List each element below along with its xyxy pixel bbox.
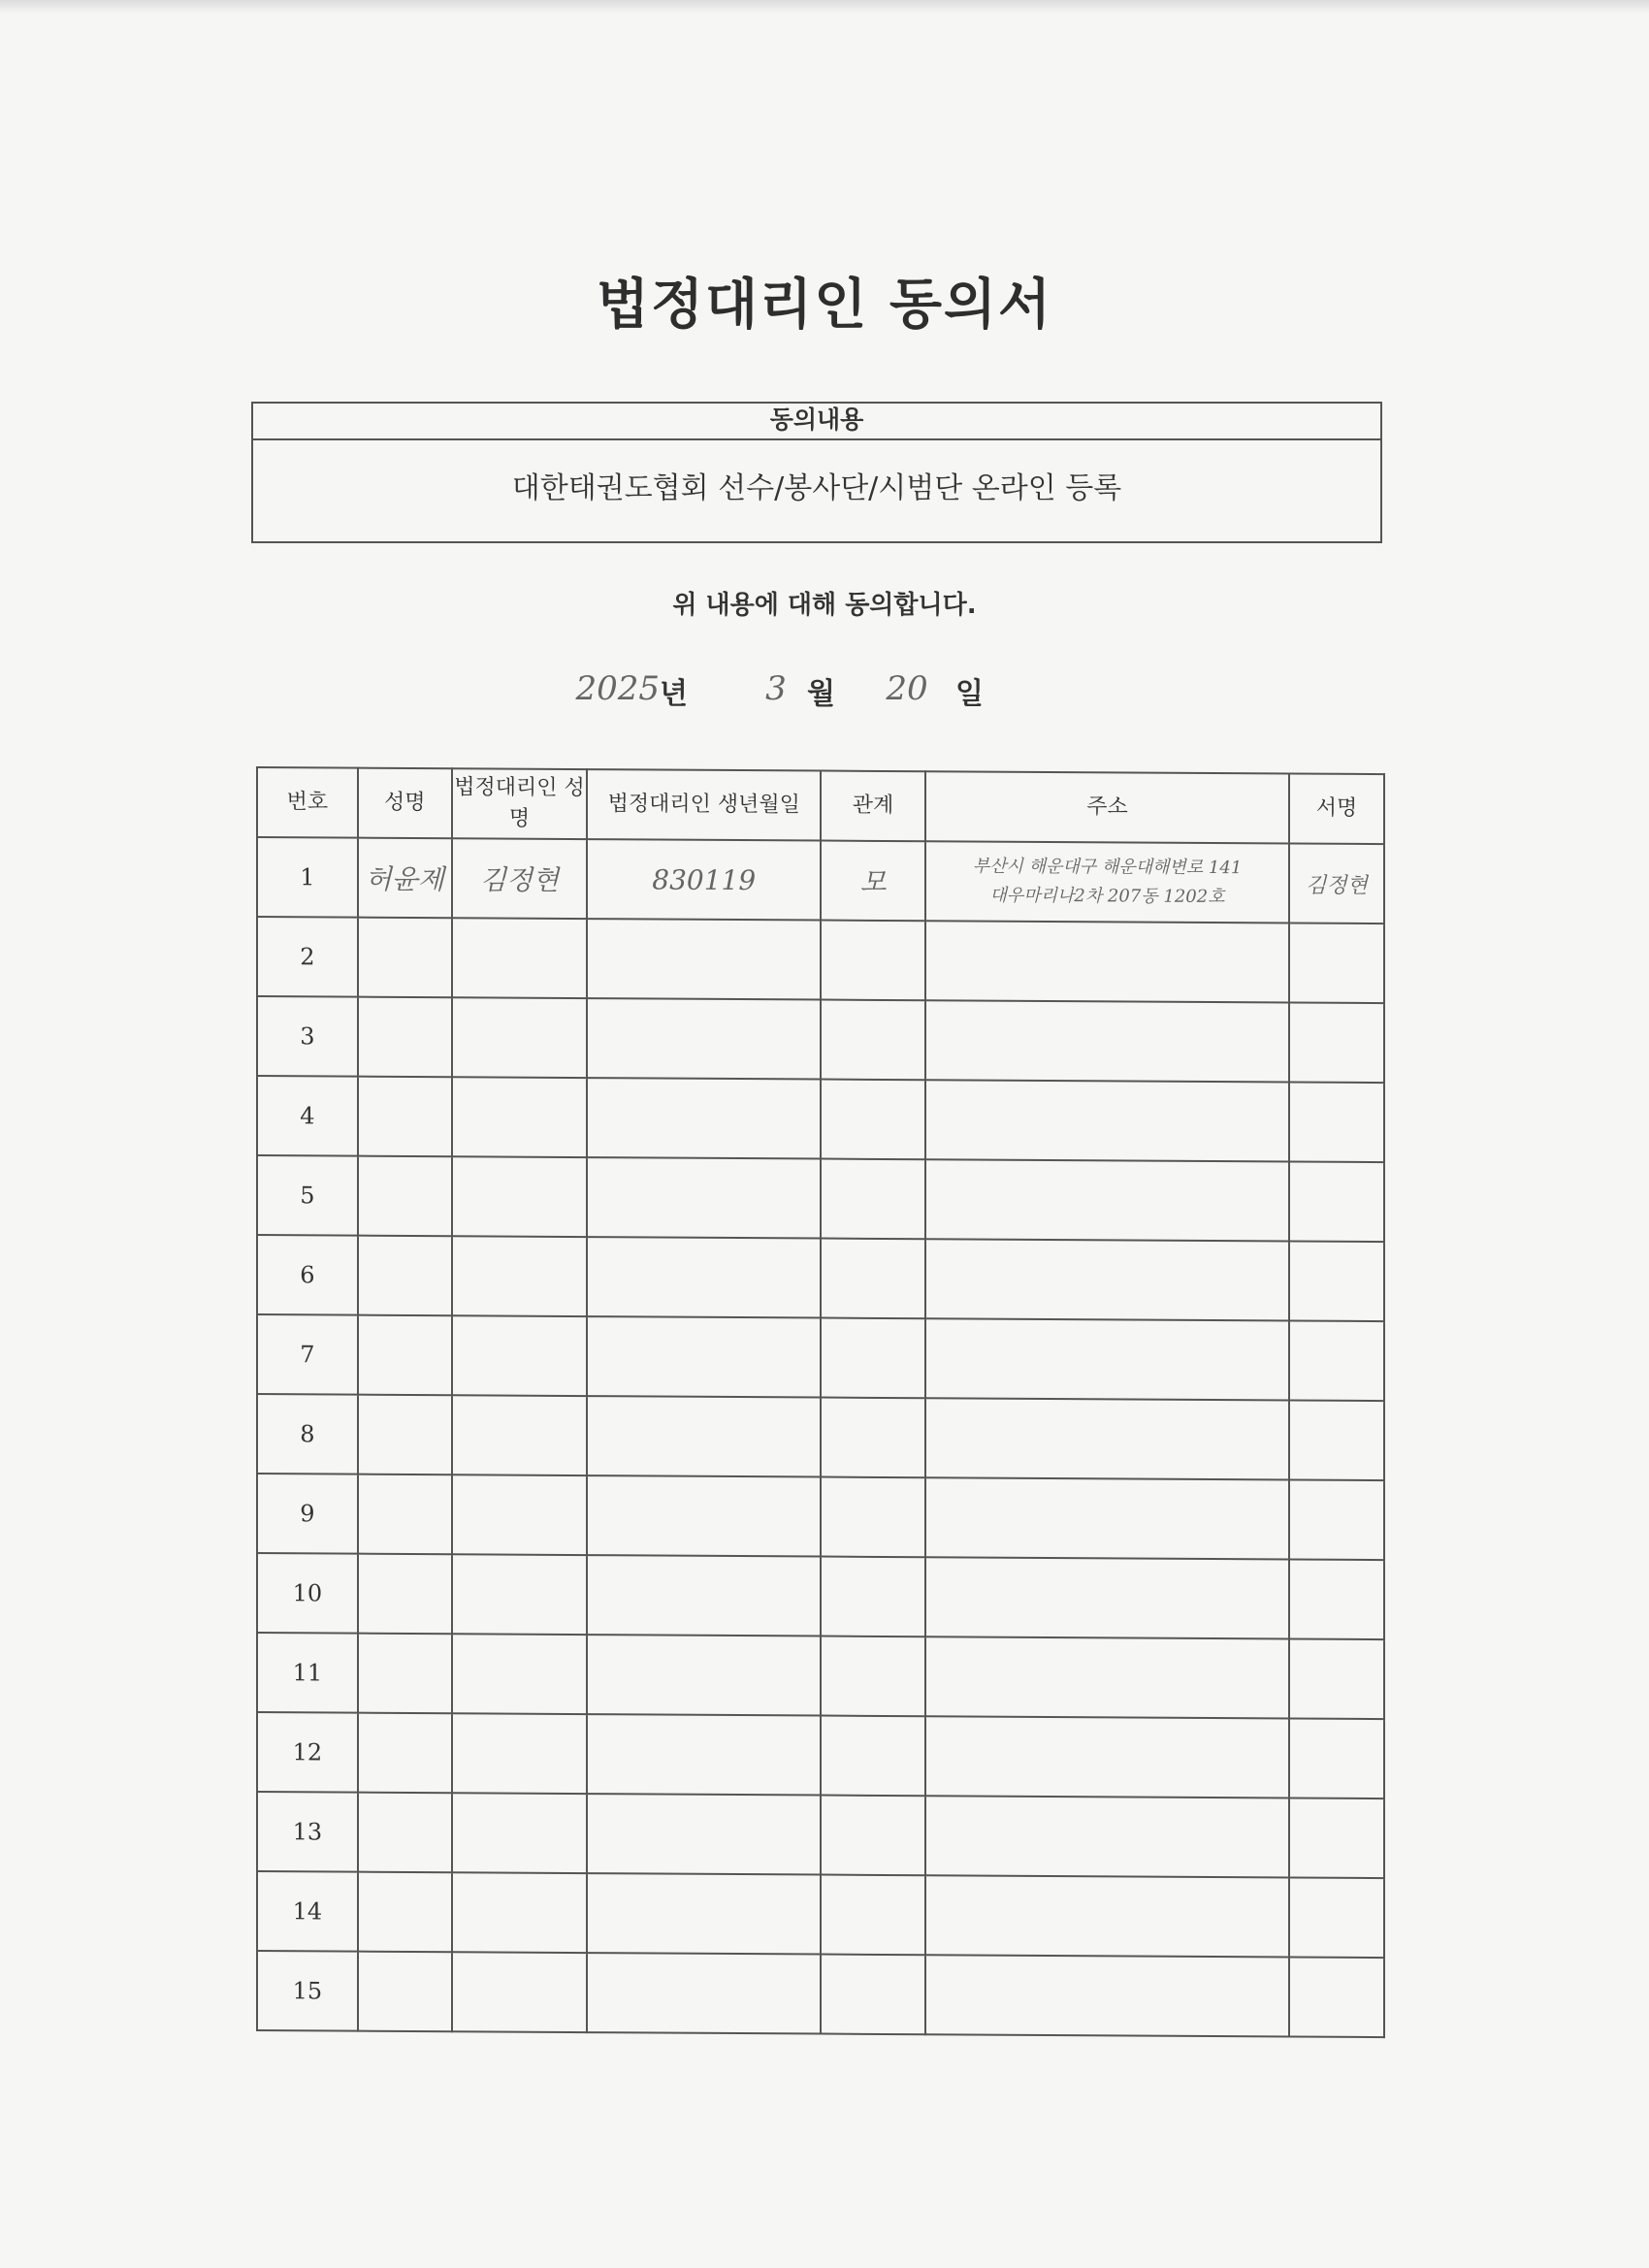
- relation: [821, 1716, 925, 1797]
- guardian-name: 김정현: [452, 838, 588, 919]
- table-header-row: [257, 767, 1384, 844]
- relation: [821, 1557, 925, 1637]
- row-number: 10: [257, 1553, 358, 1634]
- table-row: [257, 1076, 1384, 1162]
- signature: [1289, 1958, 1384, 2038]
- guardian-birth: [587, 1953, 821, 2033]
- date-year: 2025: [575, 669, 660, 708]
- table-row: [257, 996, 1384, 1083]
- student-name: [358, 1952, 452, 2032]
- address: [925, 1080, 1289, 1161]
- guardian-name: [452, 1872, 588, 1953]
- guardian-birth: [587, 998, 821, 1079]
- student-name: [358, 1634, 452, 1714]
- header-number: 번호: [257, 767, 358, 838]
- student-name: [358, 997, 452, 1078]
- row-number: 9: [257, 1474, 358, 1554]
- guardian-birth: [587, 1873, 821, 1954]
- student-name: [358, 1872, 452, 1953]
- guardian-birth: [587, 1794, 821, 1874]
- relation: [821, 1636, 925, 1717]
- guardian-name: [452, 1474, 588, 1555]
- signature: [1289, 1480, 1384, 1561]
- signature: [1289, 1878, 1384, 1959]
- guardian-name: [452, 918, 588, 998]
- guardian-birth: [587, 1078, 821, 1158]
- signature: [1289, 1401, 1384, 1481]
- table-row: [257, 1712, 1384, 1798]
- row-number: 5: [257, 1155, 358, 1236]
- signature: [1289, 1798, 1384, 1879]
- address: [925, 1875, 1289, 1957]
- student-name: [358, 1156, 452, 1237]
- guardian-name: [452, 1554, 588, 1635]
- student-name: [358, 1315, 452, 1396]
- table-row: [257, 1553, 1384, 1639]
- date-month: 3: [765, 669, 787, 708]
- table-row: [257, 1394, 1384, 1480]
- signature: [1289, 1639, 1384, 1720]
- row-number: 1: [257, 837, 358, 918]
- guardian-name: [452, 1315, 588, 1396]
- relation: 모: [821, 841, 925, 922]
- relation: [821, 1875, 925, 1956]
- row-number: 6: [257, 1235, 358, 1315]
- table-row: [257, 1633, 1384, 1719]
- consent-box: [251, 402, 1382, 543]
- signature: [1289, 1083, 1384, 1163]
- address: [925, 1557, 1289, 1638]
- address: [925, 1398, 1289, 1479]
- guardian-birth: 830119: [587, 839, 821, 920]
- table-row: [257, 917, 1384, 1003]
- guardian-name: [452, 1793, 588, 1873]
- signature: [1289, 1003, 1384, 1084]
- guardian-birth: [587, 1714, 821, 1795]
- address-line-2: 대우마리나2차 207동 1202호: [989, 885, 1225, 908]
- header-guardian-birth: 법정대리인 생년월일: [587, 769, 821, 840]
- address-line-1: 부산시 해운대구 해운대해변로 141: [972, 856, 1243, 879]
- header-address: 주소: [925, 771, 1289, 843]
- table-row: [257, 1871, 1384, 1958]
- relation: [821, 1080, 925, 1160]
- student-name: [358, 1713, 452, 1794]
- relation: [821, 1398, 925, 1478]
- relation: [821, 1318, 925, 1399]
- guardian-name: [452, 1077, 588, 1157]
- date-year-label: 년: [660, 677, 688, 711]
- date-day-label: 일: [955, 677, 984, 711]
- address: [925, 1716, 1289, 1798]
- address: [925, 1955, 1289, 2036]
- row-number: 11: [257, 1633, 358, 1713]
- guardian-birth: [587, 919, 821, 999]
- relation: [821, 1000, 925, 1081]
- guardian-birth: [587, 1635, 821, 1715]
- table-row: [257, 837, 1384, 923]
- student-name: [358, 1395, 452, 1475]
- guardian-birth: [587, 1396, 821, 1476]
- address: [925, 1796, 1289, 1877]
- signature: [1289, 1719, 1384, 1799]
- guardian-table: [256, 766, 1385, 2038]
- page-title: 법정대리인 동의서: [596, 274, 1053, 337]
- row-number: 7: [257, 1314, 358, 1395]
- guardian-name: [452, 1395, 588, 1475]
- student-name: [358, 918, 452, 998]
- relation: [821, 1239, 925, 1319]
- guardian-birth: [587, 1237, 821, 1317]
- row-number: 2: [257, 917, 358, 997]
- signature: [1289, 1162, 1384, 1243]
- header-relation: 관계: [821, 771, 925, 842]
- table-row: [257, 1155, 1384, 1242]
- row-number: 14: [257, 1871, 358, 1952]
- relation: [821, 1477, 925, 1558]
- consent-header: 동의내용: [253, 404, 1380, 440]
- header-signature: 서명: [1289, 774, 1384, 845]
- relation: [821, 921, 925, 1001]
- signature: [1289, 923, 1384, 1004]
- address: [925, 921, 1289, 1002]
- row-number: 12: [257, 1712, 358, 1793]
- student-name: [358, 1793, 452, 1873]
- address: [925, 841, 1289, 923]
- guardian-name: [452, 1236, 588, 1316]
- student-name: [358, 1474, 452, 1555]
- relation: [821, 1796, 925, 1876]
- header-guardian-name: 법정대리인 성명: [452, 768, 588, 839]
- row-number: 3: [257, 996, 358, 1077]
- date-day: 20: [886, 669, 928, 708]
- row-number: 4: [257, 1076, 358, 1156]
- signature: 김정현: [1289, 844, 1384, 924]
- table-row: [257, 1474, 1384, 1560]
- signature: [1289, 1242, 1384, 1322]
- address: [925, 1000, 1289, 1082]
- guardian-name: [452, 1952, 588, 2032]
- row-number: 8: [257, 1394, 358, 1474]
- signature: [1289, 1560, 1384, 1640]
- address: [925, 1159, 1289, 1241]
- scan-top-edge: [0, 0, 1649, 14]
- guardian-birth: [587, 1475, 821, 1556]
- table-row: [257, 1792, 1384, 1878]
- address: [925, 1239, 1289, 1320]
- guardian-name: [452, 1634, 588, 1714]
- table-row: [257, 1951, 1384, 2037]
- student-name: [358, 1236, 452, 1316]
- relation: [821, 1159, 925, 1240]
- address: [925, 1477, 1289, 1559]
- student-name: [358, 1077, 452, 1157]
- row-number: 13: [257, 1792, 358, 1872]
- row-number: 15: [257, 1951, 358, 2031]
- student-name: [358, 1554, 452, 1635]
- signature: [1289, 1321, 1384, 1402]
- guardian-birth: [587, 1157, 821, 1238]
- guardian-birth: [587, 1555, 821, 1636]
- consent-content: 대한태권도협회 선수/봉사단/시범단 온라인 등록: [511, 471, 1122, 505]
- agreement-statement: 위 내용에 대해 동의합니다.: [672, 591, 977, 620]
- address: [925, 1318, 1289, 1400]
- table-row: [257, 1235, 1384, 1321]
- address: [925, 1636, 1289, 1718]
- guardian-name: [452, 1713, 588, 1794]
- table-row: [257, 1314, 1384, 1401]
- date-month-label: 월: [807, 677, 835, 711]
- guardian-birth: [587, 1316, 821, 1397]
- student-name: 허윤제: [358, 838, 452, 919]
- relation: [821, 1955, 925, 2035]
- header-name: 성명: [358, 768, 452, 839]
- guardian-name: [452, 1156, 588, 1237]
- guardian-name: [452, 997, 588, 1078]
